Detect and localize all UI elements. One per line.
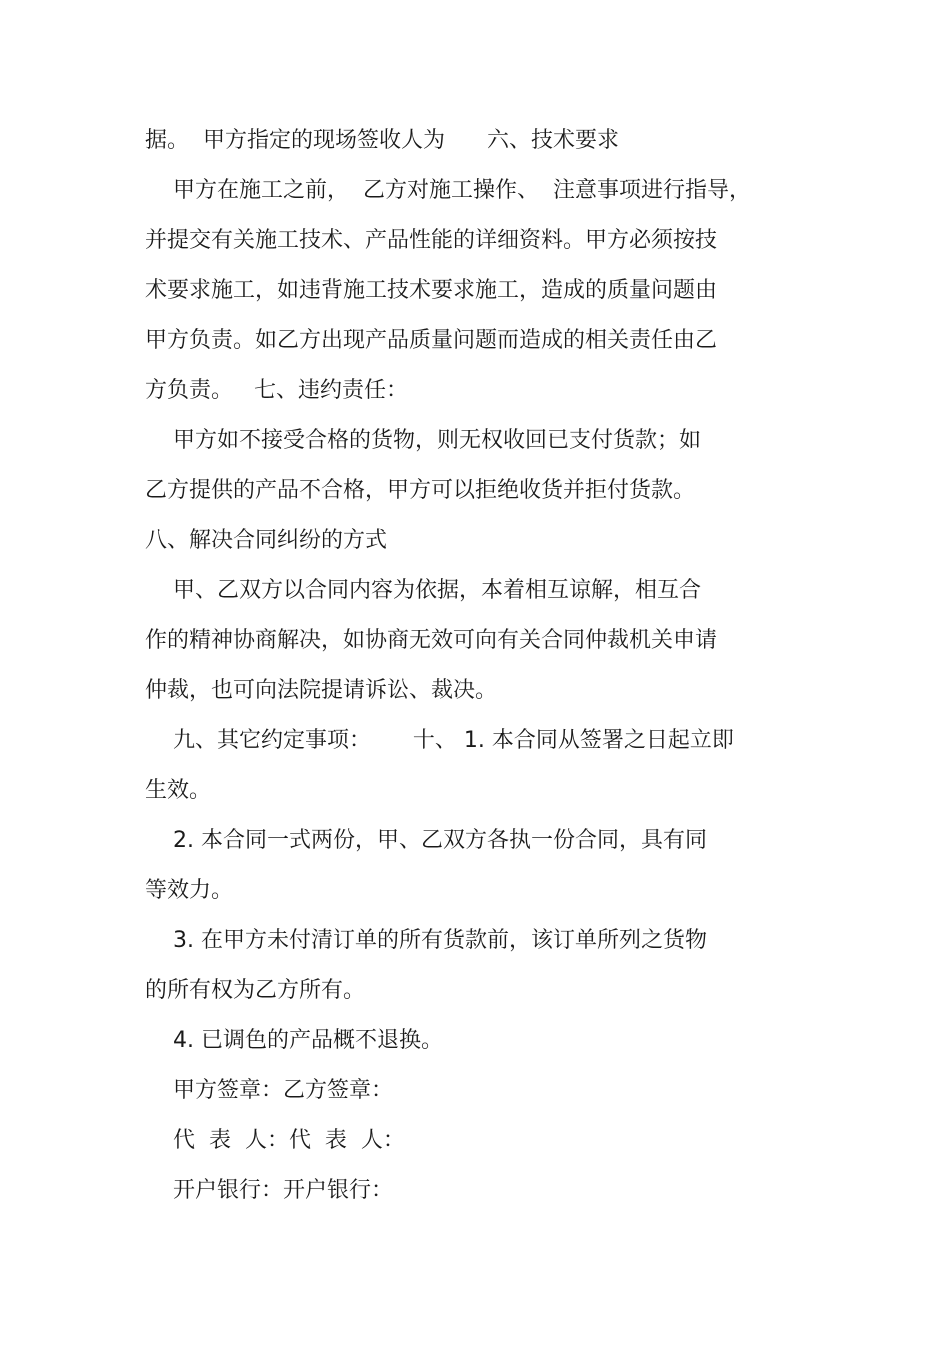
text-line: 九、其它约定事项： 十、 1. 本合同从签署之日起立即: [145, 728, 734, 753]
text-line: 甲方如不接受合格的货物，则无权收回已支付货款；如: [145, 428, 701, 453]
text-line: 并提交有关施工技术、产品性能的详细资料。甲方必须按技: [145, 228, 718, 253]
text-line: 作的精神协商解决，如协商无效可向有关合同仲裁机关申请: [145, 628, 718, 653]
representative-line: 代 表 人：代 表 人：: [145, 1128, 405, 1153]
text-line: 甲、乙双方以合同内容为依据，本着相互谅解，相互合: [145, 578, 701, 603]
text-line: 3. 在甲方未付清订单的所有货款前，该订单所列之货物: [145, 928, 707, 953]
text-line: 仲裁，也可向法院提请诉讼、裁决。: [145, 678, 498, 703]
text-line: 方负责。 七、违约责任：: [145, 378, 408, 403]
text-line: 据。 甲方指定的现场签收人为 六、技术要求: [145, 128, 619, 153]
text-line: 等效力。: [145, 878, 234, 903]
signature-line: 甲方签章：乙方签章：: [145, 1078, 393, 1103]
section-heading: 八、解决合同纠纷的方式: [145, 528, 388, 553]
text-line: 术要求施工，如违背施工技术要求施工，造成的质量问题由: [145, 278, 718, 303]
text-line: 2. 本合同一式两份，甲、乙双方各执一份合同，具有同: [145, 828, 707, 853]
bank-line: 开户银行：开户银行：: [145, 1178, 393, 1203]
text-line: 的所有权为乙方所有。: [145, 978, 366, 1003]
text-line: 乙方提供的产品不合格，甲方可以拒绝收货并拒付货款。: [145, 478, 696, 503]
text-line: 甲方在施工之前， 乙方对施工操作、 注意事项进行指导，: [145, 178, 751, 203]
text-line: 生效。: [145, 778, 212, 803]
text-line: 4. 已调色的产品概不退换。: [145, 1028, 443, 1053]
text-line: 甲方负责。如乙方出现产品质量问题而造成的相关责任由乙: [145, 328, 718, 353]
